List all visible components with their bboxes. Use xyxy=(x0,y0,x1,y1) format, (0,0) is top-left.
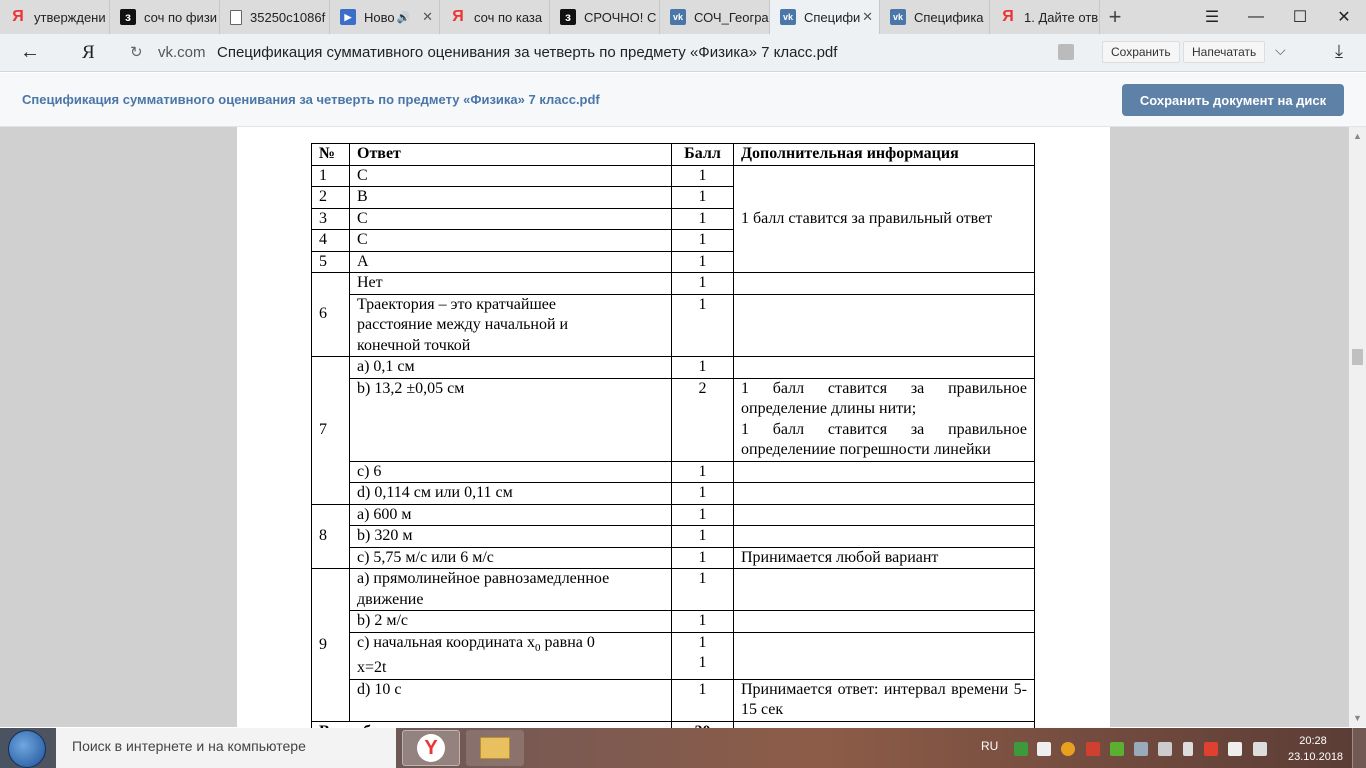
browser-tab[interactable] xyxy=(880,0,990,34)
info-cell xyxy=(734,357,1035,379)
network-tray-icon[interactable] xyxy=(1134,742,1148,756)
table-row xyxy=(312,165,1035,187)
tab-label: СРОЧНО! С xyxy=(584,9,657,25)
table-row xyxy=(312,461,1035,483)
header-cell: Балл xyxy=(672,144,734,166)
volume-muted-icon[interactable] xyxy=(1204,742,1218,756)
question-number: 7 xyxy=(312,357,350,505)
file-explorer-icon[interactable] xyxy=(466,730,524,766)
answer-text: равна 0 xyxy=(540,633,595,651)
battery-icon[interactable] xyxy=(1183,742,1193,756)
torrent-icon[interactable] xyxy=(1014,742,1028,756)
yandex-logo-icon[interactable]: Я xyxy=(82,42,95,63)
info-cell: Принимается любой вариант xyxy=(734,547,1035,569)
answer-cell: c) 6 xyxy=(350,461,672,483)
windows-start-icon[interactable] xyxy=(8,730,46,768)
info-cell xyxy=(734,569,1035,611)
table-header-row xyxy=(312,144,1035,166)
header-cell: Ответ xyxy=(350,144,672,166)
browser-tab[interactable] xyxy=(330,0,440,34)
display-tray-icon[interactable] xyxy=(1158,742,1172,756)
score-cell: 1 xyxy=(672,547,734,569)
table-row xyxy=(312,632,1035,679)
language-indicator[interactable]: RU xyxy=(981,739,999,753)
score-cell: 2 xyxy=(672,378,734,461)
back-arrow-icon[interactable]: ← xyxy=(20,41,40,63)
answer-cell: C xyxy=(350,230,672,252)
score-cell: 1 xyxy=(672,187,734,209)
info-cell xyxy=(734,611,1035,633)
close-window-icon[interactable]: ✕ xyxy=(1337,9,1351,26)
table-row xyxy=(312,483,1035,505)
table-row xyxy=(312,504,1035,526)
document-icon xyxy=(230,10,242,25)
browser-tab-strip xyxy=(0,0,1366,34)
table-row xyxy=(312,526,1035,548)
answer-table xyxy=(311,143,1035,743)
answer-cell: c) 5,75 м/с или 6 м/с xyxy=(350,547,672,569)
app-tray-icon[interactable] xyxy=(1061,742,1075,756)
browser-tab[interactable] xyxy=(0,0,110,34)
header-cell: Дополнительная информация xyxy=(734,144,1035,166)
question-number: 9 xyxy=(312,569,350,722)
table-row xyxy=(312,547,1035,569)
vertical-scrollbar[interactable] xyxy=(1349,127,1366,727)
score-cell: 1 xyxy=(672,679,734,721)
maximize-icon[interactable]: ☐ xyxy=(1292,9,1308,26)
score-cell: 1 xyxy=(672,165,734,187)
menu-icon[interactable]: ☰ xyxy=(1204,9,1220,26)
clock-date: 23.10.2018 xyxy=(1288,751,1344,763)
print-button[interactable]: Напечатать xyxy=(1183,41,1265,63)
score-cell: 1 xyxy=(672,569,734,611)
answer-cell: d) 0,114 см или 0,11 см xyxy=(350,483,672,505)
score-cell: 1 xyxy=(672,273,734,295)
question-number: 5 xyxy=(312,251,350,273)
answer-cell: b) 320 м xyxy=(350,526,672,548)
tab-label: 1. Дайте отв xyxy=(1024,9,1099,25)
url-host[interactable]: vk.com xyxy=(158,44,206,61)
info-cell: 1 балл ставится за правильный ответ xyxy=(734,165,1035,273)
save-button[interactable]: Сохранить xyxy=(1102,41,1180,63)
video-icon: ▶ xyxy=(340,9,356,25)
question-number: 8 xyxy=(312,504,350,569)
score-line: 1 xyxy=(698,633,707,651)
question-number: 1 xyxy=(312,165,350,187)
clock[interactable] xyxy=(1288,733,1344,765)
game-tray-icon[interactable] xyxy=(1086,742,1100,756)
info-line: 1 балл ставится за правильное определениие погрешности линейки xyxy=(741,420,1027,458)
vk-icon: vk xyxy=(780,9,796,25)
info-cell xyxy=(734,378,1035,461)
pdf-viewer[interactable] xyxy=(0,127,1366,727)
table-row xyxy=(312,378,1035,461)
score-cell: 1 xyxy=(672,230,734,252)
browser-tab[interactable] xyxy=(990,0,1100,34)
browser-tab[interactable] xyxy=(110,0,220,34)
question-number: 4 xyxy=(312,230,350,252)
close-tab-icon[interactable]: ✕ xyxy=(862,9,873,24)
table-row xyxy=(312,569,1035,611)
browser-tab-active[interactable] xyxy=(770,0,880,34)
table-row xyxy=(312,357,1035,379)
answer-cell: C xyxy=(350,208,672,230)
znanija-icon: з xyxy=(120,9,136,25)
answer-cell: b) 13,2 ±0,05 см xyxy=(350,378,672,461)
scroll-down-icon[interactable]: ▼ xyxy=(1353,713,1362,723)
vk-icon: vk xyxy=(670,9,686,25)
info-cell xyxy=(734,461,1035,483)
info-cell: Принимается ответ: интервал времени 5-15 сек xyxy=(734,679,1035,721)
answer-line: x=2t xyxy=(357,659,387,677)
table-row xyxy=(312,611,1035,633)
header-cell: № xyxy=(312,144,350,166)
pdf-page xyxy=(237,127,1110,747)
table-row xyxy=(312,679,1035,721)
score-cell: 1 xyxy=(672,611,734,633)
score-cell: 1 xyxy=(672,357,734,379)
score-cell: 1 xyxy=(672,461,734,483)
tab-label: соч по каза xyxy=(474,9,543,25)
znanija-icon: з xyxy=(560,9,576,25)
taskbar xyxy=(0,728,1366,768)
info-cell xyxy=(734,504,1035,526)
answer-cell: b) 2 м/с xyxy=(350,611,672,633)
vk-document-header xyxy=(0,73,1366,127)
score-cell: 1 xyxy=(672,294,734,357)
answer-cell: a) 600 м xyxy=(350,504,672,526)
yandex-icon: Я xyxy=(452,8,464,25)
tab-label: Специфика xyxy=(914,9,984,25)
answer-cell: B xyxy=(350,187,672,209)
window-controls xyxy=(1190,0,1366,34)
answer-text: c) начальная координата x xyxy=(357,633,536,651)
answer-cell xyxy=(350,632,672,679)
answer-line xyxy=(357,633,664,659)
tab-label: 35250c1086f xyxy=(250,9,326,25)
yandex-browser-taskbar-icon[interactable]: Y xyxy=(402,730,460,766)
score-cell: 1 xyxy=(672,208,734,230)
table-row xyxy=(312,273,1035,295)
answer-cell: a) 0,1 см xyxy=(350,357,672,379)
score-line: 1 xyxy=(698,654,707,671)
download-tray-icon[interactable] xyxy=(1110,742,1124,756)
answer-cell: a) прямолинейное равнозамедленное движение xyxy=(350,569,672,611)
browser-tab[interactable] xyxy=(220,0,330,34)
minimize-icon[interactable]: — xyxy=(1248,8,1264,25)
chevron-down-icon[interactable]: ⌵ xyxy=(1275,42,1286,58)
clock-time: 20:28 xyxy=(1299,735,1327,747)
browser-tab[interactable] xyxy=(660,0,770,34)
download-icon[interactable]: ⤓ xyxy=(1335,41,1343,61)
tab-label: Ново xyxy=(364,9,395,25)
save-to-disk-button[interactable]: Сохранить документ на диск xyxy=(1122,84,1344,116)
lock-icon[interactable] xyxy=(1058,44,1074,60)
subscript: 0 xyxy=(535,641,541,654)
address-bar xyxy=(0,34,1366,72)
info-cell xyxy=(734,273,1035,295)
yandex-icon: Я xyxy=(1002,8,1014,25)
browser-tab[interactable] xyxy=(440,0,550,34)
taskbar-search-input[interactable]: Поиск в интернете и на компьютере xyxy=(56,728,396,768)
score-cell: 1 xyxy=(672,251,734,273)
info-line: 1 балл ставится за правильное определение длины нити; xyxy=(741,379,1027,417)
question-number: 3 xyxy=(312,208,350,230)
tab-label: утверждени xyxy=(34,9,106,25)
info-cell xyxy=(734,526,1035,548)
score-cell: 1 xyxy=(672,526,734,548)
score-cell: 1 xyxy=(672,504,734,526)
info-cell xyxy=(734,483,1035,505)
question-number: 2 xyxy=(312,187,350,209)
vk-icon: vk xyxy=(890,9,906,25)
speaker-icon[interactable]: 🔊 xyxy=(396,11,411,24)
document-title: Спецификация суммативного оценивания за четверть по предмету «Физика» 7 класс.pdf xyxy=(22,92,600,107)
answer-cell: Нет xyxy=(350,273,672,295)
close-tab-icon[interactable]: ✕ xyxy=(422,9,433,24)
scrollbar-thumb[interactable] xyxy=(1352,349,1363,365)
question-number: 6 xyxy=(312,273,350,357)
signal-icon[interactable] xyxy=(1228,742,1242,756)
scroll-up-icon[interactable]: ▲ xyxy=(1353,131,1362,141)
answer-cell: d) 10 с xyxy=(350,679,672,721)
url-page-title[interactable]: Спецификация суммативного оценивания за четверть по предмету «Физика» 7 класс.pdf xyxy=(217,44,838,61)
reload-icon[interactable]: ↻ xyxy=(130,44,143,61)
info-cell xyxy=(734,632,1035,679)
table-row xyxy=(312,294,1035,357)
tab-label: СОЧ_Геогра xyxy=(694,9,769,25)
tab-label: соч по физи xyxy=(144,9,218,25)
answer-cell: C xyxy=(350,165,672,187)
new-tab-icon[interactable]: + xyxy=(1108,4,1122,29)
answer-cell: Траектория – это кратчайшее расстояние между начальной и конечной точкой xyxy=(350,294,672,357)
score-cell xyxy=(672,632,734,679)
tab-label: Специфи xyxy=(804,9,861,25)
yandex-icon: Я xyxy=(12,8,24,25)
browser-tab[interactable] xyxy=(550,0,660,34)
speaker-icon[interactable] xyxy=(1253,742,1267,756)
info-cell xyxy=(734,294,1035,357)
score-cell: 1 xyxy=(672,483,734,505)
answer-cell: A xyxy=(350,251,672,273)
show-desktop-button[interactable] xyxy=(1352,728,1366,768)
flag-icon[interactable] xyxy=(1037,742,1051,756)
